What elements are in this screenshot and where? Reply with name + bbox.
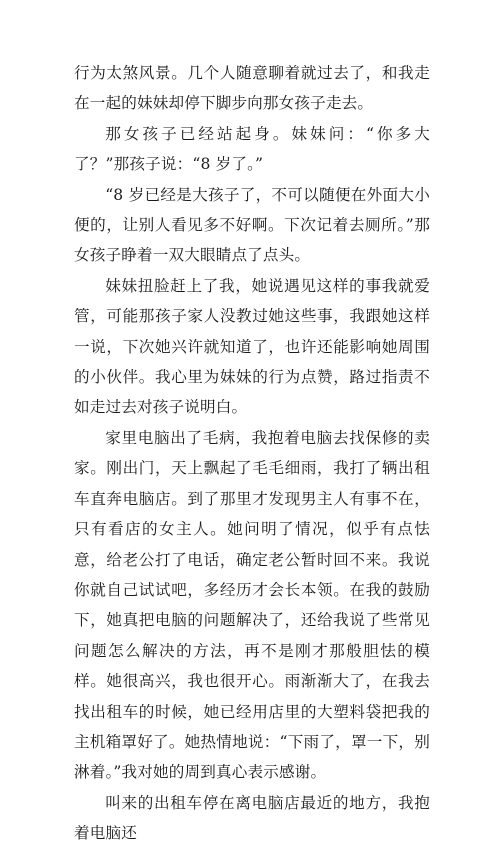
document-page: [74, 58, 430, 849]
paragraph: 家里电脑出了毛病，我抱着电脑去找保修的卖家。刚出门，天上飘起了毛毛细雨，我打了辆出租车直奔电脑店。到了那里才发现男主人有事不在，只有看店的女主人。她问明了情况，似乎有点怯意，给老公打了电话，确定老公暂时回不来。我说你就自己试试吧，多经历才会长本领。在我的鼓励下，她真把电脑的问题解决了，还给我说了些常见问题怎么解决的方法，再不是刚才那般胆怯的模样。她很高兴，我也很开心。雨渐渐大了，在我去找出租车的时候，她已经用店里的大塑料袋把我的主机箱罩好了。她热情地说：“下雨了，罩一下，别淋着。”我对她的周到真心表示感谢。: [74, 428, 430, 782]
paragraph: 那女孩子已经站起身。妹妹问：“你多大了？”那孩子说：“8 岁了。”: [74, 124, 430, 174]
paragraph: 叫来的出租车停在离电脑店最近的地方，我抱着电脑还: [74, 793, 430, 843]
paragraph: 妹妹扭脸赶上了我，她说遇见这样的事我就爱管，可能那孩子家人没教过她这些事，我跟她这样一说，下次她兴许就知道了，也许还能影响她周围的小伙伴。我心里为妹妹的行为点赞，路过指责不如走过去对孩子说明白。: [74, 276, 430, 417]
paragraph-continued: 行为太煞风景。几个人随意聊着就过去了，和我走在一起的妹妹却停下脚步向那女孩子走去。: [74, 64, 430, 113]
paragraph: “8 岁已经是大孩子了，不可以随便在外面大小便的，让别人看见多不好啊。下次记着去厕所。”那女孩子睁着一双大眼睛点了点头。: [74, 185, 430, 265]
